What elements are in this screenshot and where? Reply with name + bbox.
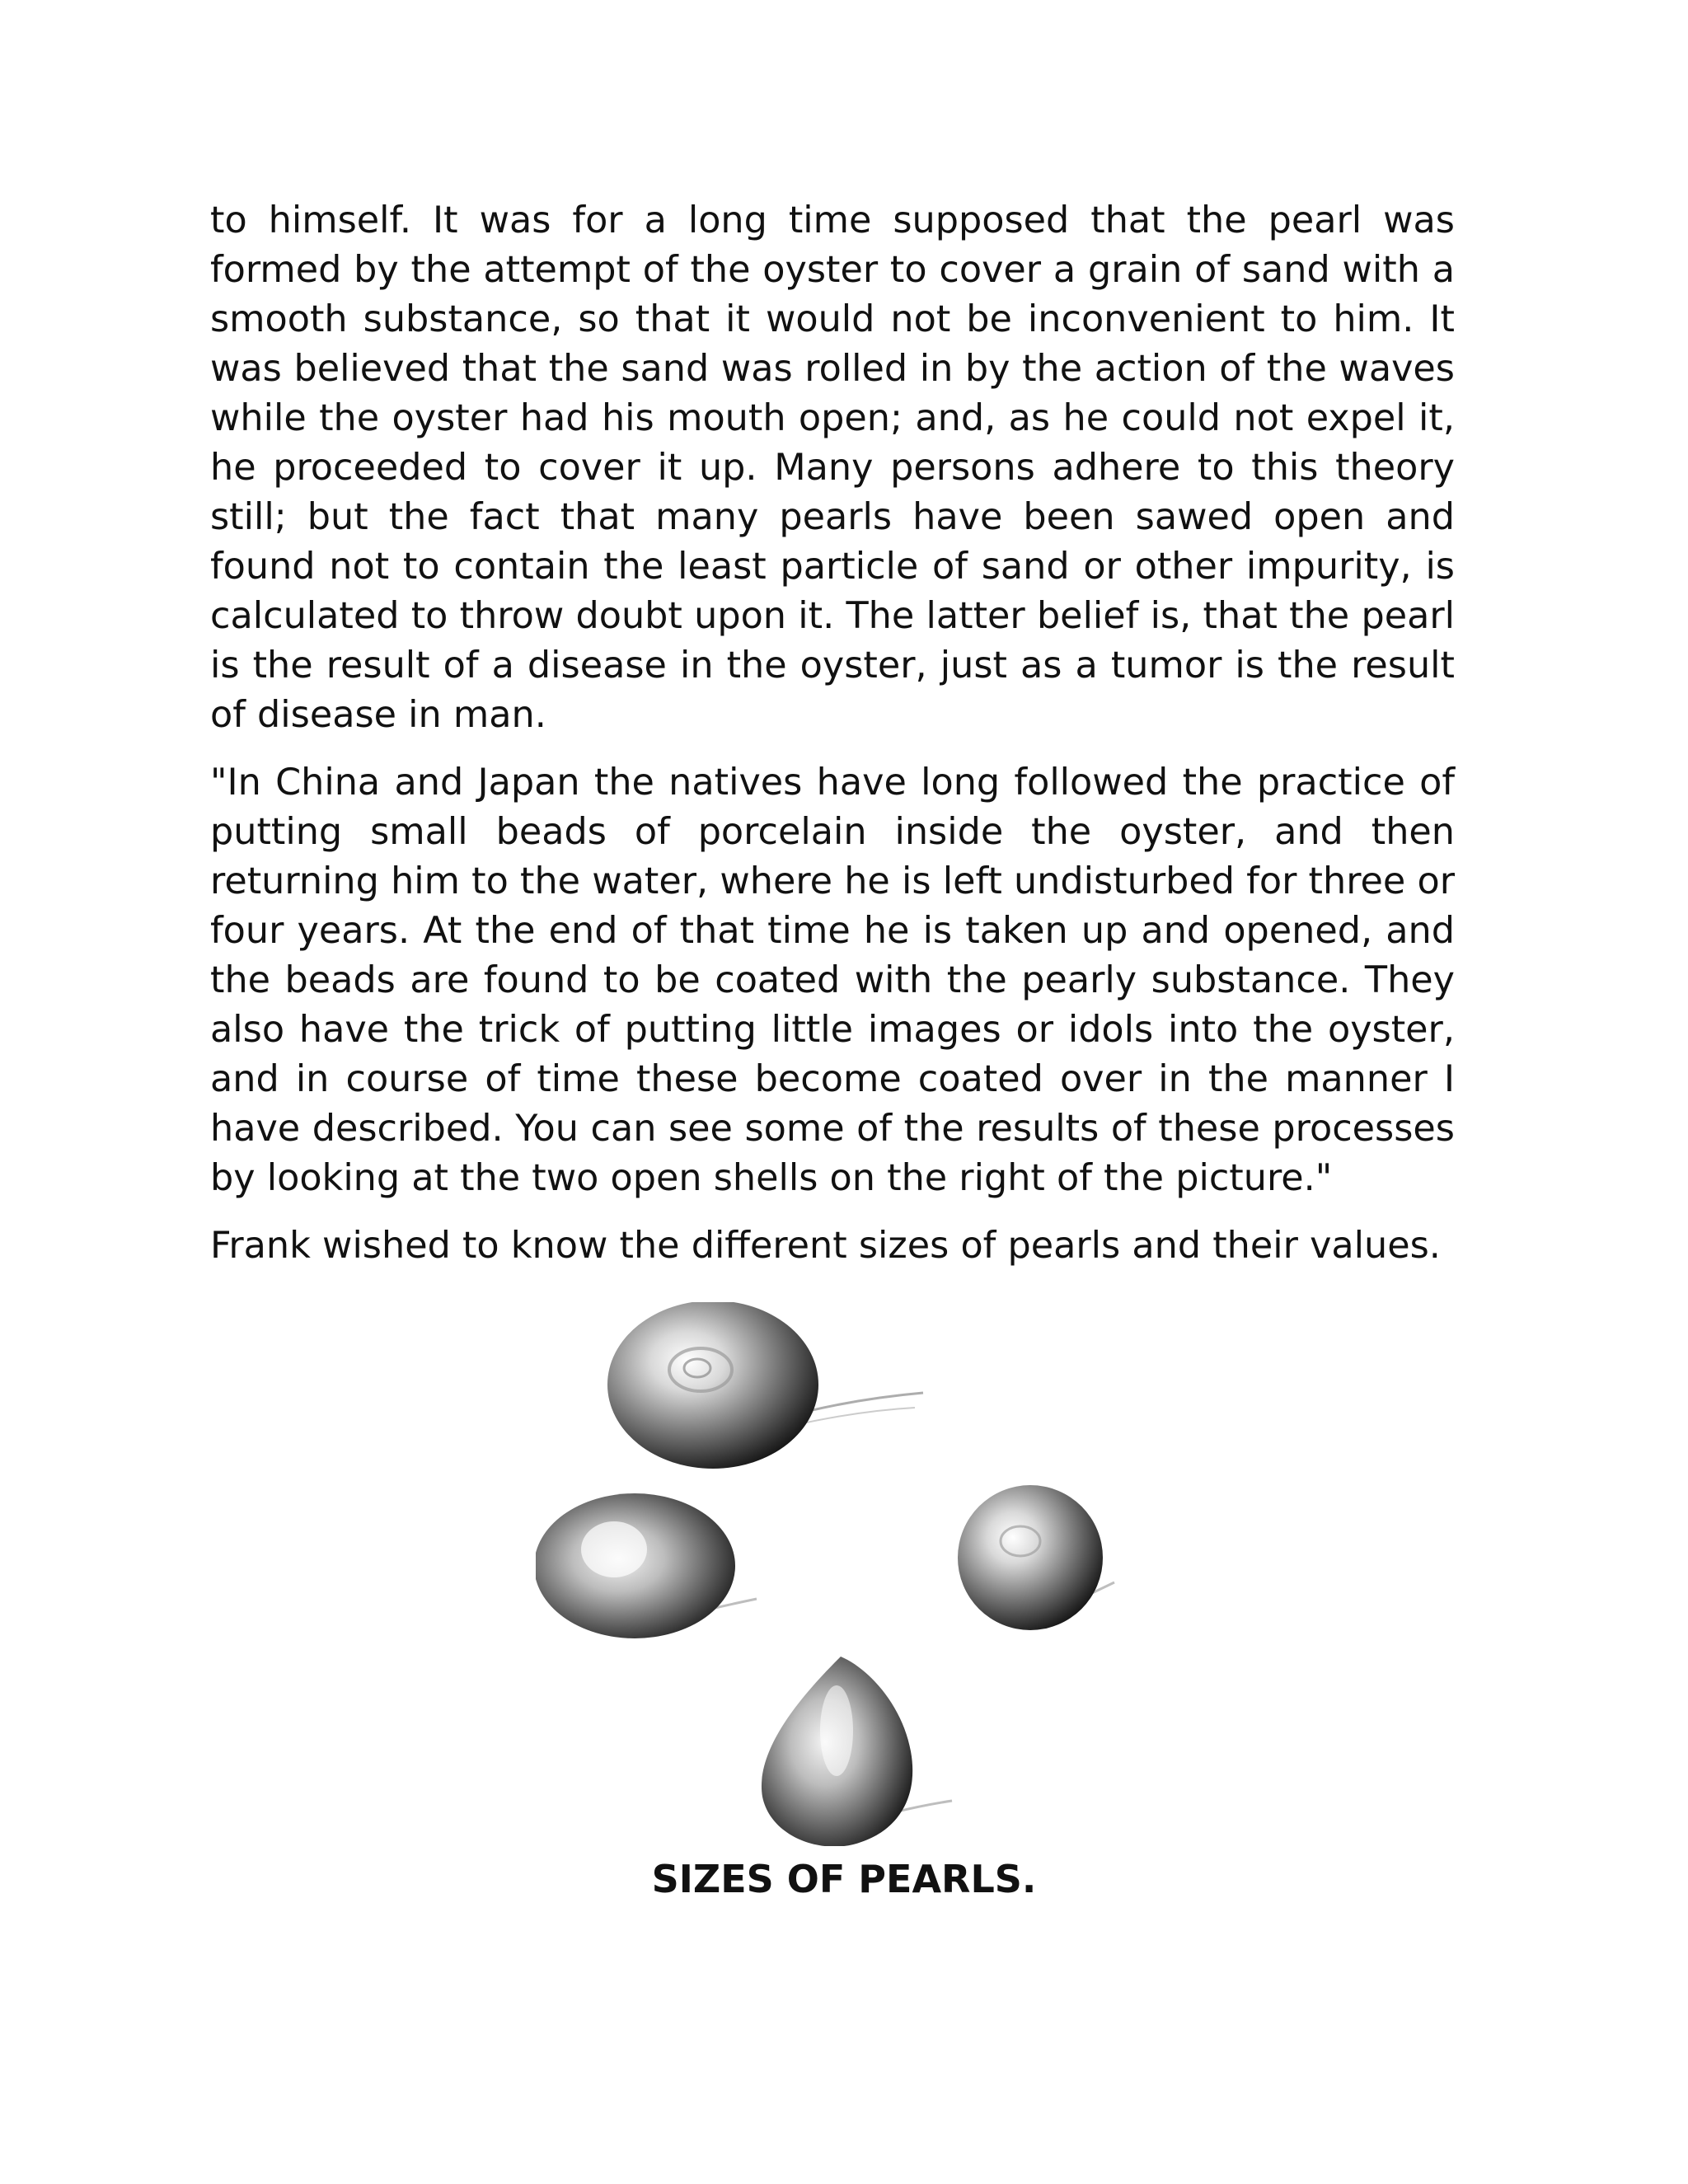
body-text	[210, 196, 1455, 1289]
pearls-illustration	[536, 1302, 1146, 1846]
medium-pearl-left	[536, 1493, 757, 1638]
paragraph: Frank wished to know the different sizes of pearls and their values.	[210, 1225, 1441, 1267]
large-pearl	[607, 1302, 923, 1469]
medium-pearl-right	[958, 1485, 1114, 1630]
figure-caption: SIZES OF PEARLS.	[651, 1857, 1037, 1901]
paragraph: to himself. It was for a long time supposed that the pearl was formed by the attempt of the oyster to cover a grain of sand with a smooth substance, so that it would not be inconvenient to him. It was believed that the sand was rolled in by the action of the waves while the oyster had his mouth open; and, as he could not expel it, he proceeded to cover it up. Many persons adhere to this theory still; but the fact that many pearls have been sawed open and found not to contain the least particle of sand or other impurity, is calculated to throw doubt upon it. The latter belief is, that the pearl is the result of a disease in the oyster, just as a tumor is the result of disease in man.	[210, 199, 1455, 736]
paragraph: "In China and Japan the natives have long followed the practice of putting small beads of porcelain inside the oyster, and then returning him to the water, where he is left undisturbed for three or four years. At the end of that time he is taken up and opened, and the beads are found to be coated with the pearly substance. They also have the trick of putting little images or idols into the oyster, and in course of time these become coated over in the manner I have described. You can see some of the results of these processes by looking at the two open shells on the right of the picture."	[210, 762, 1455, 1199]
drop-pearl	[762, 1657, 952, 1846]
